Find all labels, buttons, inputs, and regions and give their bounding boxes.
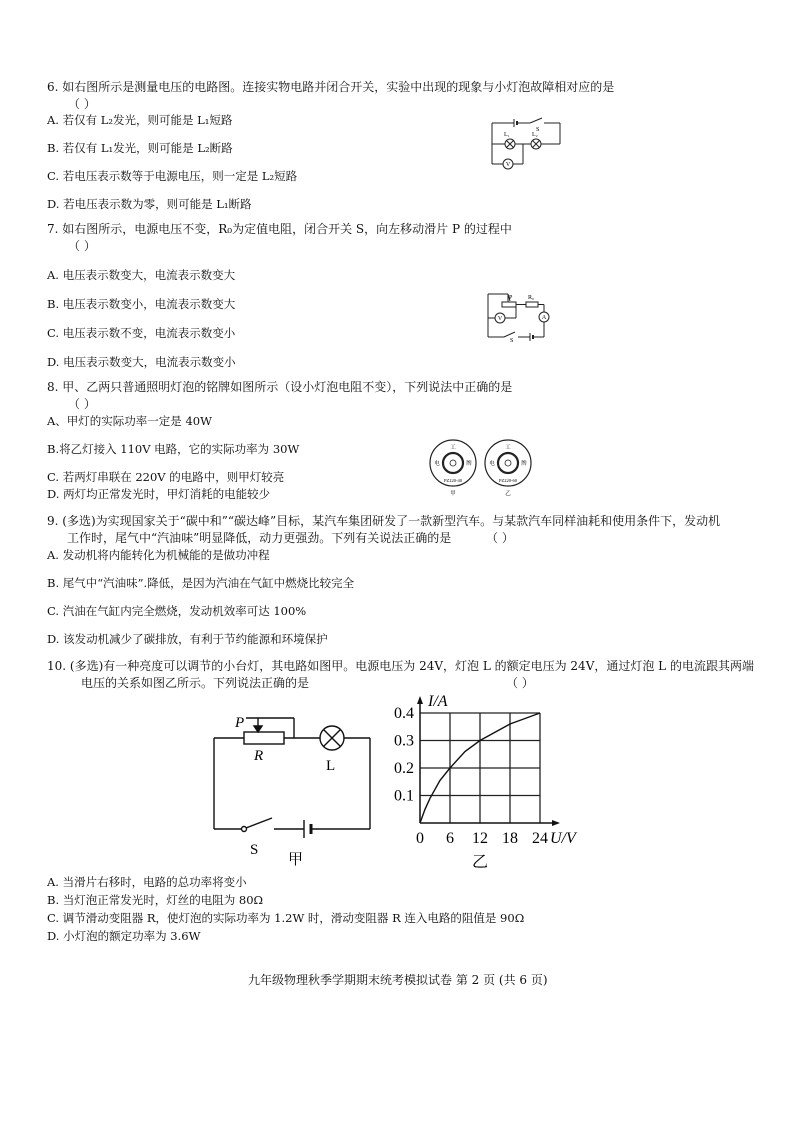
page-footer: 九年级物理秋季学期期末统考模拟试卷 第 2 页 (共 6 页): [248, 973, 548, 987]
q10-figure-jia-caption: 甲: [288, 852, 304, 868]
q9-option-d: D. 该发动机减少了碳排放，有利于节约能源和环境保护: [47, 632, 328, 646]
q6-switch-label: S: [536, 127, 540, 133]
q8-stem: 8. 甲、乙两只普通照明灯泡的铭牌如图所示（设小灯泡电阻不变），下列说法中正确的是: [47, 380, 513, 394]
chart-x-tick-label-1: 6: [446, 830, 454, 847]
bulb1-left-char: 电: [434, 461, 440, 467]
q10-circuit-jia-figure: [208, 712, 376, 874]
q7-slider-label: P: [509, 295, 513, 301]
q9-option-c: C. 汽油在气缸内完全燃烧，发动机效率可达 100%: [47, 604, 307, 618]
q9-stem-line2: 工作时，尾气中“汽油味”明显降低，动力更强劲。下列有关说法正确的是: [67, 531, 452, 545]
q10-option-d: D. 小灯泡的额定功率为 3.6W: [47, 929, 201, 943]
q7-circuit-figure: [482, 290, 556, 342]
chart-x-axis-label: U/V: [550, 830, 576, 847]
bulb1-right-char: 牌: [466, 461, 472, 467]
bulb2-top-char: 工: [505, 445, 511, 451]
q10-slider-p-label: P: [235, 715, 245, 731]
q8-answer-paren: （ ）: [68, 397, 96, 411]
q7-ammeter-label: A: [541, 315, 547, 321]
q7-stem: 7. 如右图所示，电源电压不变，R₀为定值电阻，闭合开关 S，向左移动滑片 P 的过程中: [47, 222, 512, 236]
q6-circuit-figure: [486, 115, 566, 171]
chart-x-tick-label-3: 18: [502, 830, 518, 847]
bulb2-name: 乙: [505, 491, 511, 497]
chart-x-tick-label-4: 24: [532, 830, 548, 847]
bulb1-top-char: 工: [450, 445, 456, 451]
q6-voltmeter-label: V: [505, 162, 511, 168]
q10-option-b: B. 当灯泡正常发光时，灯丝的电阻为 80Ω: [47, 893, 264, 907]
q10-option-a: A. 当滑片右移时，电路的总功率将变小: [47, 875, 247, 889]
chart-x-axis-arrow: [552, 820, 560, 826]
q6-answer-paren: （ ）: [68, 97, 96, 111]
chart-y-tick-label-3: 0.4: [394, 705, 414, 722]
q10-option-c: C. 调节滑动变阻器 R，使灯泡的实际功率为 1.2W 时，滑动变阻器 R 连入电路的阻值是 90Ω: [47, 911, 525, 925]
q8-option-b: B.将乙灯接入 110V 电路，它的实际功率为 30W: [47, 442, 300, 456]
bulb1-model: PZ220-40: [444, 478, 462, 483]
q10-stem-line2: 电压的关系如图乙所示。下列说法正确的是: [81, 676, 310, 690]
q6-option-d: D. 若电压表示数为零，则可能是 L₁断路: [47, 197, 252, 211]
q8-option-d: D. 两灯均正常发光时，甲灯消耗的电能较少: [47, 487, 271, 501]
q7-answer-paren: （ ）: [68, 239, 96, 253]
chart-caption: 乙: [471, 854, 489, 871]
q9-option-b: B. 尾气中“汽油味”.降低，是因为汽油在气缸中燃烧比较完全: [47, 576, 355, 590]
q10-lamp-l-label: L: [326, 758, 336, 774]
q7-voltmeter-label: V: [497, 316, 503, 322]
bulb2-left-char: 电: [489, 461, 495, 467]
q9-stem-line1: 9. (多选)为实现国家关于“碳中和”“碳达峰”目标，某汽车集团研发了一款新型汽车。与某款汽车同样油耗和使用条件下，发动机: [47, 514, 721, 528]
chart-y-axis-arrow: [417, 696, 423, 704]
chart-x-tick-label-0: 0: [416, 830, 424, 847]
q8-option-a: A、甲灯的实际功率一定是 40W: [47, 414, 212, 428]
q10-rheostat-r-label: R: [254, 748, 264, 764]
q7-option-c: C. 电压表示数不变，电流表示数变小: [47, 326, 236, 340]
bulb1-name: 甲: [450, 491, 456, 497]
q9-option-a: A. 发动机将内能转化为机械能的是做功冲程: [47, 548, 270, 562]
q8-bulb-nameplates-figure: [428, 437, 536, 499]
q9-answer-paren: （ ）: [486, 531, 514, 545]
q10-iv-chart-yi: [360, 690, 590, 875]
chart-y-tick-label-1: 0.2: [394, 760, 414, 777]
q6-option-b: B. 若仅有 L₁发光，则可能是 L₂断路: [47, 141, 233, 155]
q10-switch-s-label: S: [250, 842, 259, 858]
q6-l2-label: L₂: [532, 132, 538, 138]
chart-y-axis-label: I/A: [428, 693, 448, 710]
q7-option-d: D. 电压表示数变大，电流表示数变小: [47, 355, 236, 369]
bulb2-model: PZ220-60: [499, 478, 517, 483]
q7-switch-label: S: [510, 338, 514, 342]
q10-answer-paren: （ ）: [506, 676, 534, 690]
bulb2-right-char: 牌: [521, 461, 527, 467]
q7-r0-label: R₀: [528, 295, 535, 301]
q8-option-c: C. 若两灯串联在 220V 的电路中，则甲灯较亮: [47, 470, 285, 484]
q6-l1-label: L₁: [504, 132, 510, 138]
q6-stem: 6. 如右图所示是测量电压的电路图。连接实物电路并闭合开关，实验中出现的现象与小灯泡故障相对应的是: [47, 80, 615, 94]
chart-y-tick-label-2: 0.3: [394, 732, 414, 750]
chart-y-tick-label-0: 0.1: [394, 787, 414, 805]
q6-option-c: C. 若电压表示数等于电源电压，则一定是 L₂短路: [47, 169, 298, 183]
q6-option-a: A. 若仅有 L₂发光，则可能是 L₁短路: [47, 113, 233, 127]
q10-stem-line1: 10. (多选)有一种亮度可以调节的小台灯，其电路如图甲。电源电压为 24V，灯泡 L 的额定电压为 24V，通过灯泡 L 的电流跟其两端: [47, 659, 754, 673]
q7-option-b: B. 电压表示数变小，电流表示数变大: [47, 297, 236, 311]
q7-option-a: A. 电压表示数变大，电流表示数变大: [47, 268, 236, 282]
chart-x-tick-label-2: 12: [472, 830, 488, 847]
